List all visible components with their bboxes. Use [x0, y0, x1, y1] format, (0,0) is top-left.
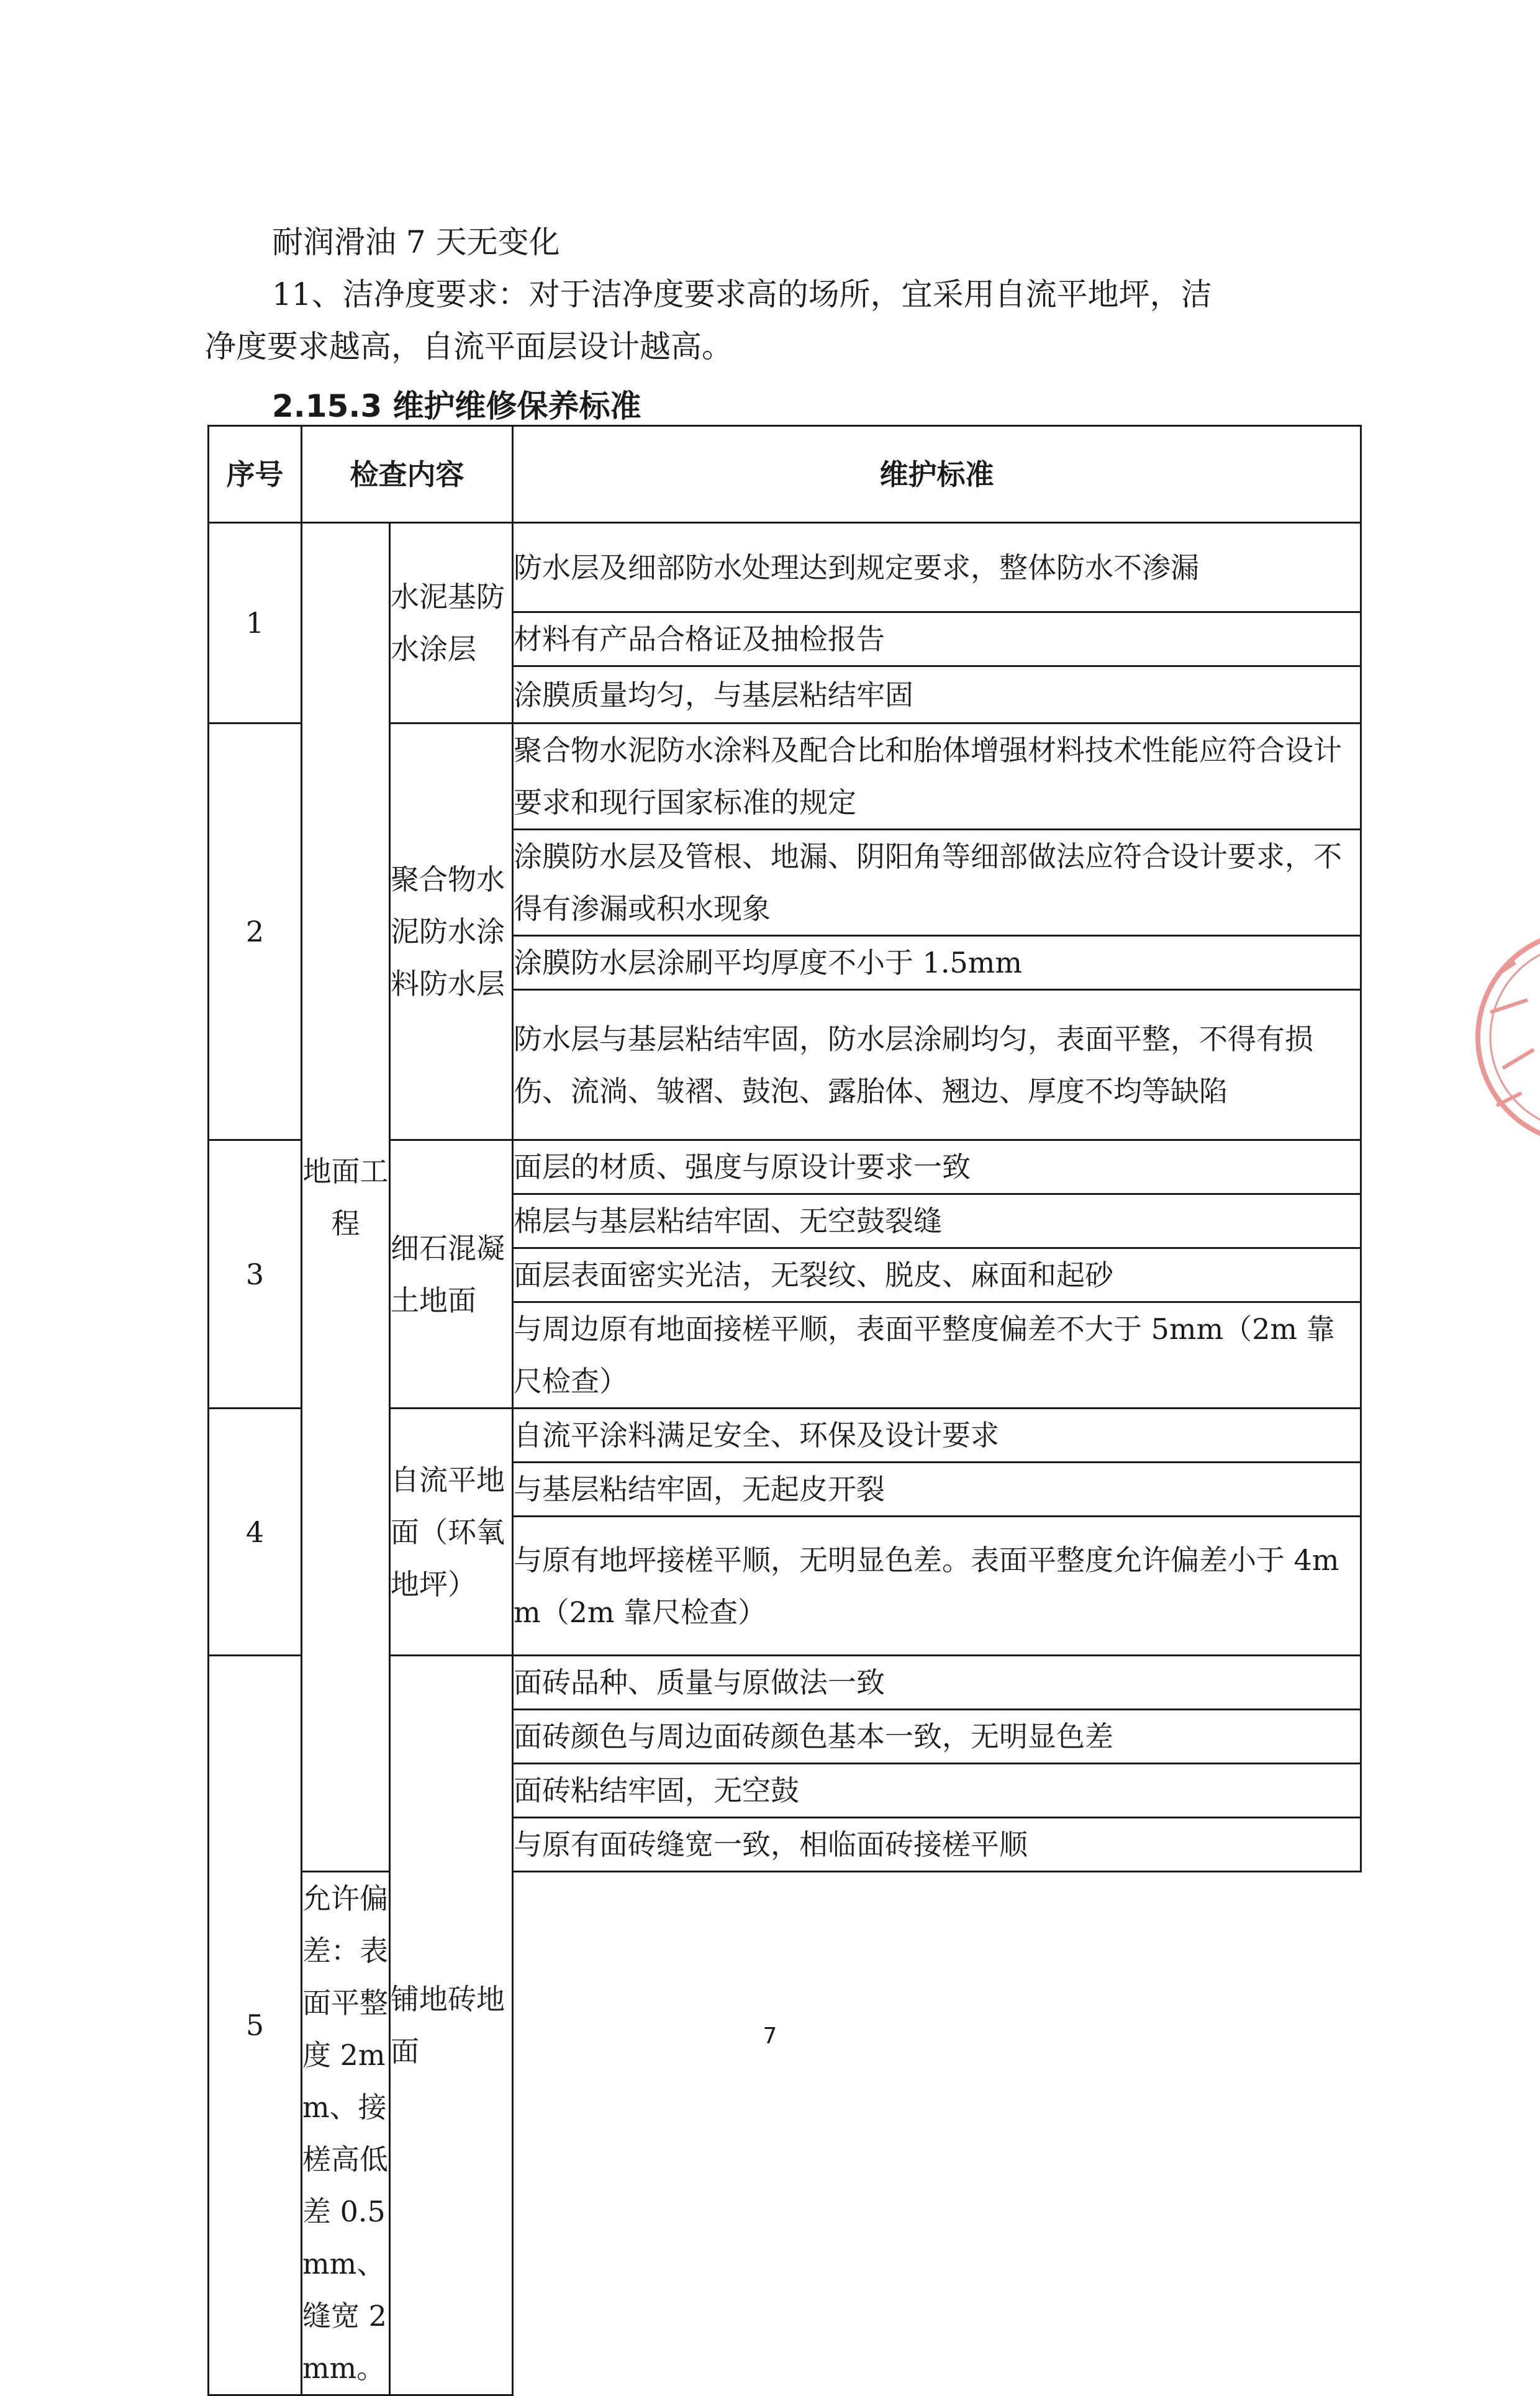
standard-cell: 涂膜防水层及管根、地漏、阴阳角等细部做法应符合设计要求，不得有渗漏或积水现象 [513, 830, 1361, 936]
table-header-row [209, 426, 1361, 523]
maintenance-standards-table [207, 425, 1362, 2396]
standard-cell: 与原有地坪接槎平顺，无明显色差。表面平整度允许偏差小于 4mm（2m 靠尺检查） [513, 1517, 1361, 1656]
standard-cell: 与基层粘结牢固，无起皮开裂 [513, 1463, 1361, 1517]
header-standard: 维护标准 [513, 426, 1361, 523]
header-content: 检查内容 [302, 426, 513, 523]
standard-cell: 材料有产品合格证及抽检报告 [513, 612, 1361, 666]
paragraph-line-1: 耐润滑油 7 天无变化 [272, 224, 560, 260]
standard-cell: 涂膜质量均匀，与基层粘结牢固 [513, 666, 1361, 724]
subcategory-cell: 铺地砖地面 [390, 1656, 513, 2395]
row-seq: 2 [209, 724, 302, 1140]
standard-cell: 面砖品种、质量与原做法一致 [513, 1656, 1361, 1710]
seal-ring [1478, 932, 1540, 1143]
standard-cell: 防水层与基层粘结牢固，防水层涂刷均匀，表面平整，不得有损伤、流淌、皱褶、鼓泡、露胎体、翘边、厚度不均等缺陷 [513, 990, 1361, 1140]
standard-cell: 聚合物水泥防水涂料及配合比和胎体增强材料技术性能应符合设计要求和现行国家标准的规定 [513, 724, 1361, 830]
standard-cell: 面砖颜色与周边面砖颜色基本一致，无明显色差 [513, 1710, 1361, 1764]
page-number: 7 [763, 2023, 777, 2049]
subcategory-cell: 聚合物水泥防水涂料防水层 [390, 724, 513, 1140]
paragraph-line-3: 净度要求越高，自流平面层设计越高。 [205, 329, 733, 365]
standard-cell: 棉层与基层粘结牢固、无空鼓裂缝 [513, 1194, 1361, 1248]
standard-cell: 面砖粘结牢固，无空鼓 [513, 1764, 1361, 1818]
row-seq: 4 [209, 1409, 302, 1656]
table-row [209, 1872, 1361, 2395]
standard-cell: 允许偏差：表面平整度 2mm、接槎高低差 0.5mm、缝宽 2mm。 [302, 1872, 390, 2395]
header-seq: 序号 [209, 426, 302, 523]
standard-cell: 面层表面密实光洁，无裂纹、脱皮、麻面和起砂 [513, 1248, 1361, 1302]
standard-cell: 面层的材质、强度与原设计要求一致 [513, 1140, 1361, 1194]
subcategory-cell: 自流平地面（环氧地坪） [390, 1409, 513, 1656]
subcategory-cell: 细石混凝土地面 [390, 1140, 513, 1409]
standard-cell: 自流平涂料满足安全、环保及设计要求 [513, 1409, 1361, 1463]
standard-cell: 防水层及细部防水处理达到规定要求，整体防水不渗漏 [513, 523, 1361, 612]
table-row [209, 523, 1361, 612]
seal-mark [1490, 963, 1534, 1105]
standard-cell: 涂膜防水层涂刷平均厚度不小于 1.5mm [513, 936, 1361, 990]
subcategory-cell: 水泥基防水涂层 [390, 523, 513, 724]
standard-cell: 与原有面砖缝宽一致，相临面砖接槎平顺 [513, 1818, 1361, 1872]
paragraph-line-2: 11、洁净度要求：对于洁净度要求高的场所，宜采用自流平地坪，洁 [272, 276, 1212, 312]
seal-stamp-icon [1459, 925, 1540, 1149]
row-seq: 1 [209, 523, 302, 724]
row-seq: 5 [209, 1656, 302, 2395]
category-cell: 地面工程 [302, 523, 390, 1872]
row-seq: 3 [209, 1140, 302, 1409]
section-heading: 2.15.3 维护维修保养标准 [272, 388, 641, 424]
standard-cell: 与周边原有地面接槎平顺，表面平整度偏差不大于 5mm（2m 靠尺检查） [513, 1302, 1361, 1409]
